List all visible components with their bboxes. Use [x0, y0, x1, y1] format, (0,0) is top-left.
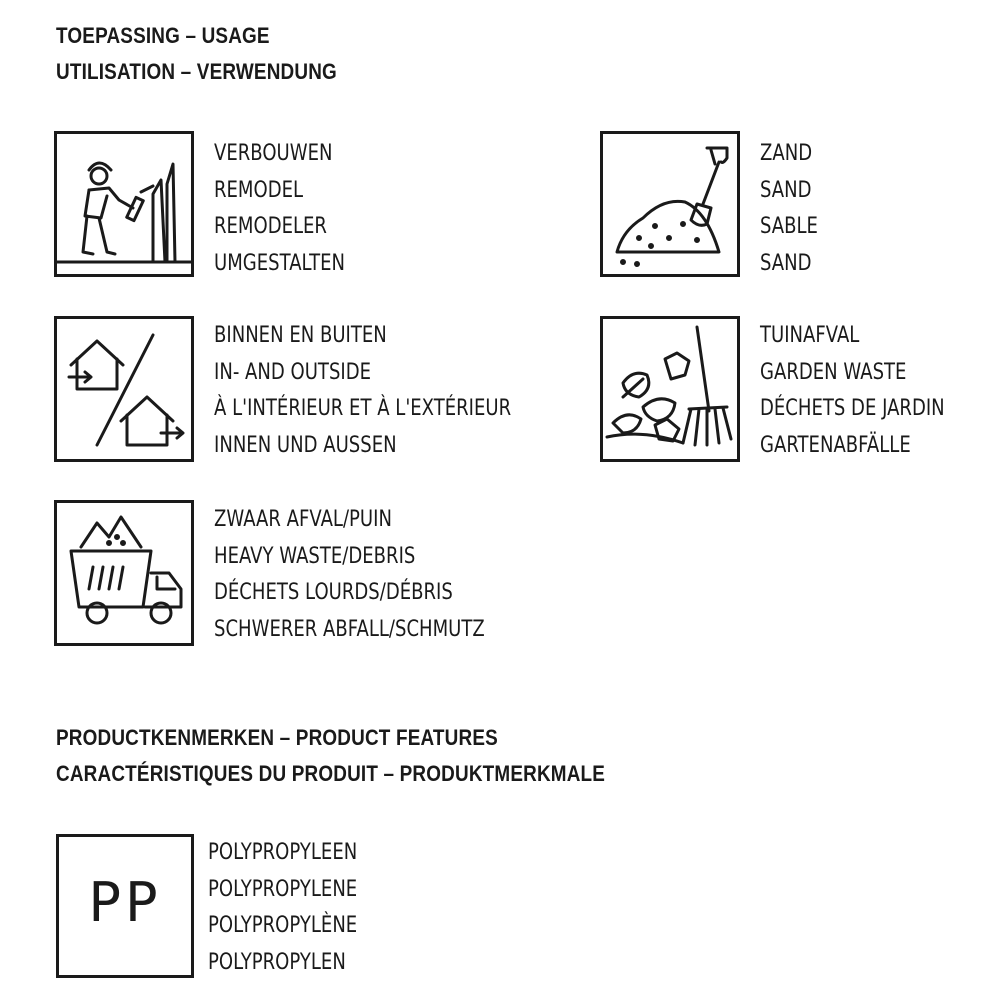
- label-en: GARDEN WASTE: [760, 359, 907, 385]
- label-nl: POLYPROPYLEEN: [208, 840, 358, 865]
- label-de: UMGESTALTEN: [214, 250, 346, 276]
- label-fr: SABLE: [760, 214, 818, 239]
- label-de: INNEN UND AUSSEN: [214, 432, 397, 458]
- sand-labels: [760, 136, 818, 282]
- usage-heading: [56, 18, 337, 90]
- in-outside-labels: [214, 318, 511, 464]
- label-de: SCHWERER ABFALL/SCHMUTZ: [214, 616, 485, 642]
- features-heading-line-2: CARACTÉRISTIQUES DU PRODUIT – PRODUKTMERKMALE: [56, 761, 606, 786]
- label-fr: À L'INTÉRIEUR ET À L'EXTÉRIEUR: [214, 396, 512, 421]
- worker-remodel-icon: [54, 131, 194, 277]
- label-fr: DÉCHETS LOURDS/DÉBRIS: [214, 580, 453, 605]
- garden-waste-labels: [760, 318, 945, 464]
- label-de: SAND: [760, 250, 812, 276]
- label-de: POLYPROPYLEN: [208, 949, 346, 975]
- label-fr: DÉCHETS DE JARDIN: [760, 396, 945, 421]
- remodel-labels: [214, 136, 345, 282]
- heavy-waste-labels: [214, 502, 485, 648]
- label-en: SAND: [760, 177, 812, 203]
- label-fr: REMODELER: [214, 214, 327, 239]
- label-de: GARTENABFÄLLE: [760, 432, 911, 458]
- pp-icon-text: PP: [88, 871, 162, 934]
- label-en: REMODEL: [214, 177, 304, 203]
- label-nl: TUINAFVAL: [760, 323, 860, 348]
- label-nl: ZWAAR AFVAL/PUIN: [214, 507, 392, 532]
- features-heading-line-1: PRODUCTKENMERKEN – PRODUCT FEATURES: [56, 725, 498, 750]
- sand-shovel-icon: [600, 131, 740, 277]
- usage-heading-line-1: TOEPASSING – USAGE: [56, 23, 270, 48]
- label-en: POLYPROPYLENE: [208, 876, 358, 902]
- label-en: IN- AND OUTSIDE: [214, 359, 372, 385]
- label-nl: ZAND: [760, 141, 813, 166]
- garden-rake-leaves-icon: [600, 316, 740, 462]
- in-outside-house-icon: [54, 316, 194, 462]
- polypropylene-labels: [208, 835, 357, 981]
- usage-heading-line-2: UTILISATION – VERWENDUNG: [56, 59, 337, 84]
- debris-truck-icon: [54, 500, 194, 646]
- polypropylene-icon: [56, 834, 194, 978]
- label-nl: BINNEN EN BUITEN: [214, 323, 387, 348]
- label-en: HEAVY WASTE/DEBRIS: [214, 543, 416, 569]
- label-nl: VERBOUWEN: [214, 141, 333, 166]
- label-fr: POLYPROPYLÈNE: [208, 913, 358, 938]
- features-heading: [56, 720, 605, 792]
